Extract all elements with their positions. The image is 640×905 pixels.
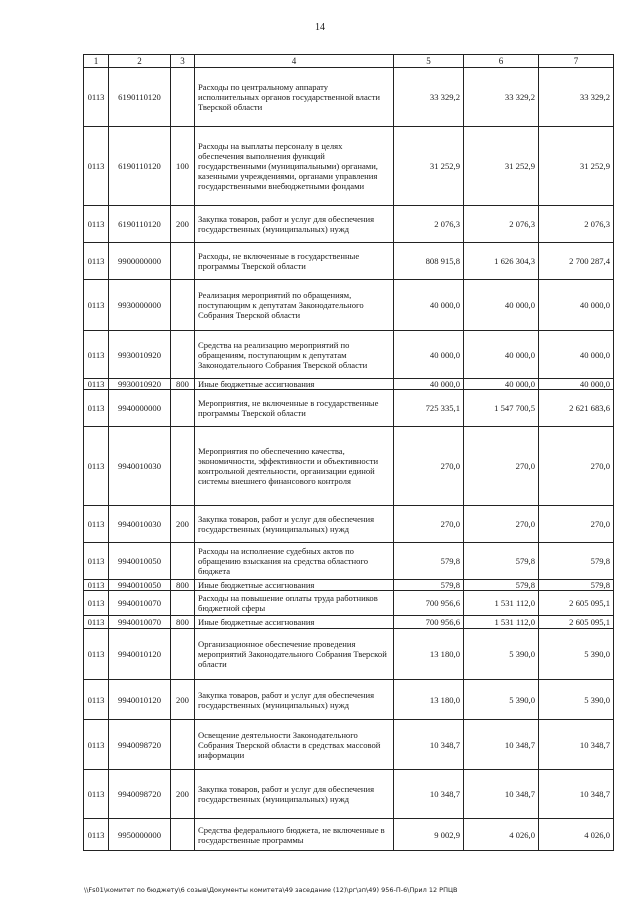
table-row [84,390,614,427]
amount-col-7: 2 605 095,1 [539,591,614,616]
table-row [84,427,614,506]
amount-col-6: 1 531 112,0 [464,591,539,616]
expense-type-code: 800 [171,379,195,390]
amount-col-7: 33 329,2 [539,68,614,127]
amount-col-5: 10 348,7 [394,720,464,770]
target-article-code: 9940098720 [109,770,171,819]
table-row [84,720,614,770]
amount-col-6: 5 390,0 [464,680,539,720]
expense-type-code [171,629,195,680]
section-code: 0113 [84,629,109,680]
expense-type-code [171,543,195,580]
section-code: 0113 [84,770,109,819]
section-code: 0113 [84,331,109,379]
column-header-7: 7 [539,55,614,68]
item-name: Расходы по центральному аппарату исполнительных органов государственной власти Тверской области [195,68,394,127]
amount-col-7: 270,0 [539,427,614,506]
item-name: Освещение деятельности Законодательного Собрания Тверской области в средствах массовой информации [195,720,394,770]
amount-col-6: 579,8 [464,543,539,580]
section-code: 0113 [84,243,109,280]
column-header-2: 2 [109,55,171,68]
amount-col-7: 579,8 [539,580,614,591]
amount-col-6: 1 547 700,5 [464,390,539,427]
expense-type-code: 200 [171,206,195,243]
expense-type-code [171,819,195,851]
item-name: Расходы на повышение оплаты труда работников бюджетной сферы [195,591,394,616]
table-row [84,591,614,616]
item-name: Закупка товаров, работ и услуг для обеспечения государственных (муниципальных) нужд [195,680,394,720]
amount-col-6: 270,0 [464,506,539,543]
amount-col-5: 13 180,0 [394,629,464,680]
amount-col-6: 579,8 [464,580,539,591]
amount-col-5: 270,0 [394,427,464,506]
amount-col-5: 33 329,2 [394,68,464,127]
section-code: 0113 [84,680,109,720]
target-article-code: 9950000000 [109,819,171,851]
amount-col-5: 579,8 [394,543,464,580]
target-article-code: 6190110120 [109,206,171,243]
table-row [84,819,614,851]
section-code: 0113 [84,379,109,390]
amount-col-7: 2 076,3 [539,206,614,243]
item-name: Расходы на исполнение судебных актов по обращению взыскания на средства областного бюджета [195,543,394,580]
target-article-code: 6190110120 [109,127,171,206]
target-article-code: 9940010120 [109,629,171,680]
amount-col-7: 270,0 [539,506,614,543]
amount-col-7: 2 605 095,1 [539,616,614,629]
amount-col-5: 270,0 [394,506,464,543]
expense-type-code: 200 [171,680,195,720]
target-article-code: 9930000000 [109,280,171,331]
table-row [84,280,614,331]
expense-type-code [171,243,195,280]
amount-col-6: 2 076,3 [464,206,539,243]
amount-col-6: 1 626 304,3 [464,243,539,280]
section-code: 0113 [84,543,109,580]
item-name: Мероприятия по обеспечению качества, экономичности, эффективности и объективности контрольной деятельности, организации единой системы внешнего финансового контроля [195,427,394,506]
amount-col-6: 5 390,0 [464,629,539,680]
amount-col-7: 579,8 [539,543,614,580]
table-row [84,506,614,543]
amount-col-6: 10 348,7 [464,720,539,770]
section-code: 0113 [84,591,109,616]
target-article-code: 9940010070 [109,616,171,629]
amount-col-7: 2 700 287,4 [539,243,614,280]
section-code: 0113 [84,720,109,770]
item-name: Расходы, не включенные в государственные программы Тверской области [195,243,394,280]
amount-col-7: 40 000,0 [539,379,614,390]
amount-col-7: 40 000,0 [539,331,614,379]
target-article-code: 9940010050 [109,580,171,591]
amount-col-5: 9 002,9 [394,819,464,851]
item-name: Мероприятия, не включенные в государственные программы Тверской области [195,390,394,427]
table-row [84,127,614,206]
amount-col-7: 4 026,0 [539,819,614,851]
amount-col-6: 4 026,0 [464,819,539,851]
table-row [84,680,614,720]
item-name: Реализация мероприятий по обращениям, поступающим к депутатам Законодательного Собрания Тверской области [195,280,394,331]
item-name: Организационное обеспечение проведения мероприятий Законодательного Собрания Тверской области [195,629,394,680]
amount-col-7: 5 390,0 [539,680,614,720]
amount-col-7: 2 621 683,6 [539,390,614,427]
target-article-code: 6190110120 [109,68,171,127]
item-name: Средства федерального бюджета, не включенные в государственные программы [195,819,394,851]
expense-type-code [171,720,195,770]
amount-col-5: 700 956,6 [394,591,464,616]
column-header-6: 6 [464,55,539,68]
target-article-code: 9940098720 [109,720,171,770]
budget-table [83,54,614,851]
target-article-code: 9940010120 [109,680,171,720]
column-header-1: 1 [84,55,109,68]
expense-type-code: 100 [171,127,195,206]
section-code: 0113 [84,616,109,629]
amount-col-7: 31 252,9 [539,127,614,206]
target-article-code: 9940010030 [109,506,171,543]
amount-col-7: 10 348,7 [539,720,614,770]
expense-type-code: 200 [171,770,195,819]
table-header-row [84,55,614,68]
item-name: Иные бюджетные ассигнования [195,379,394,390]
target-article-code: 9900000000 [109,243,171,280]
amount-col-7: 10 348,7 [539,770,614,819]
amount-col-6: 1 531 112,0 [464,616,539,629]
amount-col-5: 808 915,8 [394,243,464,280]
expense-type-code [171,591,195,616]
expense-type-code: 800 [171,616,195,629]
amount-col-5: 13 180,0 [394,680,464,720]
item-name: Средства на реализацию мероприятий по обращениям, поступающим к депутатам Законодательного Собрания Тверской области [195,331,394,379]
expense-type-code: 200 [171,506,195,543]
target-article-code: 9940010050 [109,543,171,580]
table-row [84,68,614,127]
amount-col-5: 2 076,3 [394,206,464,243]
section-code: 0113 [84,206,109,243]
column-header-3: 3 [171,55,195,68]
target-article-code: 9940010070 [109,591,171,616]
column-header-5: 5 [394,55,464,68]
section-code: 0113 [84,580,109,591]
amount-col-5: 40 000,0 [394,379,464,390]
table-body [84,68,614,851]
table-row [84,580,614,591]
item-name: Закупка товаров, работ и услуг для обеспечения государственных (муниципальных) нужд [195,506,394,543]
table-row [84,206,614,243]
item-name: Иные бюджетные ассигнования [195,580,394,591]
amount-col-5: 579,8 [394,580,464,591]
table-row [84,543,614,580]
amount-col-6: 40 000,0 [464,379,539,390]
column-header-4: 4 [195,55,394,68]
amount-col-5: 725 335,1 [394,390,464,427]
amount-col-5: 700 956,6 [394,616,464,629]
amount-col-5: 31 252,9 [394,127,464,206]
item-name: Закупка товаров, работ и услуг для обеспечения государственных (муниципальных) нужд [195,206,394,243]
section-code: 0113 [84,427,109,506]
amount-col-5: 10 348,7 [394,770,464,819]
target-article-code: 9940000000 [109,390,171,427]
section-code: 0113 [84,68,109,127]
table-row [84,243,614,280]
expense-type-code [171,427,195,506]
expense-type-code [171,390,195,427]
item-name: Расходы на выплаты персоналу в целях обеспечения выполнения функций государственными (муниципальными) органами, казенными учреждениями, органами управления государственными внебюджетными фондами [195,127,394,206]
target-article-code: 9930010920 [109,379,171,390]
section-code: 0113 [84,819,109,851]
section-code: 0113 [84,390,109,427]
target-article-code: 9940010030 [109,427,171,506]
expense-type-code [171,280,195,331]
table-row [84,616,614,629]
amount-col-6: 10 348,7 [464,770,539,819]
amount-col-6: 31 252,9 [464,127,539,206]
item-name: Иные бюджетные ассигнования [195,616,394,629]
amount-col-6: 40 000,0 [464,280,539,331]
table-row [84,629,614,680]
section-code: 0113 [84,127,109,206]
amount-col-6: 33 329,2 [464,68,539,127]
amount-col-6: 270,0 [464,427,539,506]
target-article-code: 9930010920 [109,331,171,379]
table-row [84,331,614,379]
amount-col-7: 40 000,0 [539,280,614,331]
footer-file-path: \\Fs01\комитет по бюджету\6 созыв\Документы комитета\49 заседание (12)\рг\зп\49) 956-П-6\Прил 12 РПЦВ [84,886,458,894]
amount-col-5: 40 000,0 [394,331,464,379]
section-code: 0113 [84,506,109,543]
page-number: 14 [315,22,325,33]
amount-col-7: 5 390,0 [539,629,614,680]
table-row [84,379,614,390]
table-row [84,770,614,819]
expense-type-code [171,68,195,127]
section-code: 0113 [84,280,109,331]
expense-type-code: 800 [171,580,195,591]
expense-type-code [171,331,195,379]
item-name: Закупка товаров, работ и услуг для обеспечения государственных (муниципальных) нужд [195,770,394,819]
amount-col-5: 40 000,0 [394,280,464,331]
amount-col-6: 40 000,0 [464,331,539,379]
